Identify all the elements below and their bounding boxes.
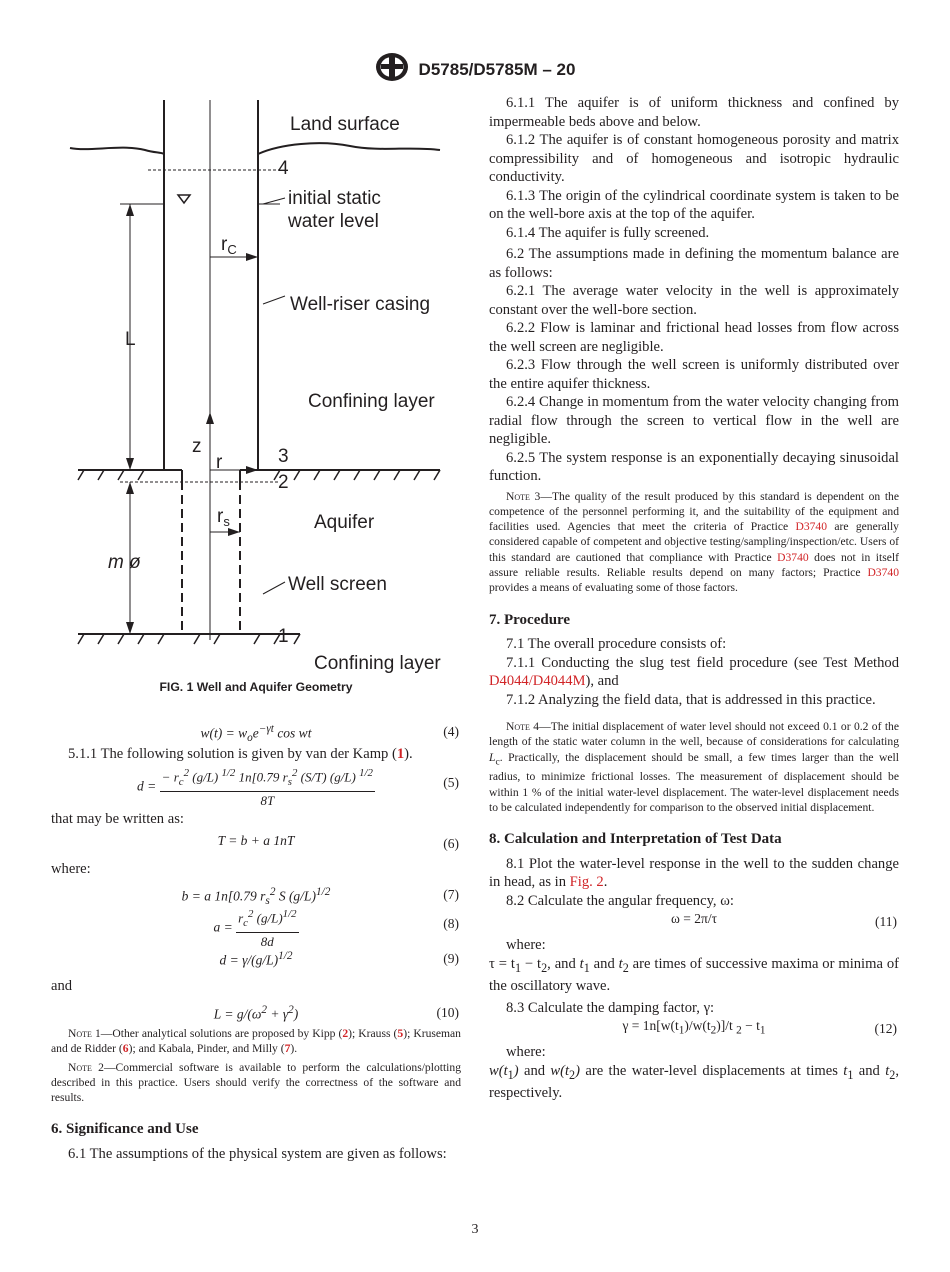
label-static-2: water level [288,211,379,232]
label-confining-bottom: Confining layer [314,653,441,674]
label-m: m ø [108,552,141,573]
paragraph-w-definition: $w(t_1)$ and $w(t_2)$ are the water-level displacements at times $t_1$ and $t_2$, respectively. [489,1062,899,1101]
paragraph-where-1: where: [51,861,91,877]
right-column [489,94,899,1102]
paragraph-6-1: 6.1 The assumptions of the physical system are given as follows: [68,1145,447,1162]
label-point-4: 4 [278,158,289,179]
paragraph-5-1-1: 5.1.1 The following solution is given by van der Kamp (1). [68,746,413,762]
note-3: Note 3—The quality of the result produced by this standard is dependent on the competence of the personnel performing it, and the suitability of the equipment and facilities used. Agencies that meet the criteria of Practice D3740 are generally considered capable of competent and objective testing/sampling/inspection/etc. Users of this standard are cautioned that compliance with Practice D3740 does not in itself assure reliable results. Reliable results depend on many factors; Practice D3740 provides a means of evaluating some of those factors. [489,489,899,595]
equation-12: $\gamma = 1n[w(t_1)/w(t_2)]/t$ $_2 - t_1$ (12) [622,1018,897,1037]
paragraph-6-2-4: 6.2.4 Change in momentum from the water velocity changing from radial flow through the screen to vertical flow in the well are negligible. [489,394,899,447]
left-column [51,720,461,1163]
note-4: Note 4—The initial displacement of water level should not exceed 0.1 or 0.2 of the length of the static water column in the well, because of considerations for calculating $L_c$. Practically, the displacement should be small, a few times larger than the well radius, to minimize frictional losses. The measurement of displacement should be within 1 % of the initial water-level displacement. The water-level displacement needs to be calculated independently for comparison to the observed initial displacement. [489,720,899,814]
equation-8: a = $\frac{r_c^2 (g/L)^{1/2}}{8d}$ (8) [51,905,461,947]
label-static-1: initial static [288,188,381,209]
standard-designation: D5785/D5785M – 20 [418,59,576,79]
water-level-triangle-icon [178,195,190,203]
astm-logo-icon [375,52,409,87]
paragraph-8-3: 8.3 Calculate the damping factor, γ: [506,999,715,1016]
paragraph-7-1-1: 7.1.1 Conducting the slug test field procedure (see Test Method D4044/D4044M), and [489,654,899,690]
land-surface-line [70,148,164,154]
label-point-2: 2 [278,472,289,493]
label-point-1: 1 [278,626,289,647]
paragraph-and: and [51,977,73,994]
ref-7-link[interactable]: 7 [284,1042,291,1056]
paragraph-where-3: where: [506,1044,546,1061]
ref-6-link[interactable]: 6 [122,1042,129,1056]
equation-9: $d = \gamma/(g/L)^{1/2}$ (9) [219,949,459,967]
paragraph-6-2: 6.2 The assumptions made in defining the momentum balance are as follows: [489,246,899,281]
label-L: L [125,329,136,350]
label-land-surface: Land surface [290,114,400,135]
equation-6: T = b + a 1nT (6) [217,833,459,851]
equation-7: b = a 1n[0.79 $r_s^2$ S $(g/L)^{1/2}$ (7) [181,885,459,907]
paragraph-6-2-1: 6.2.1 The average water velocity in the well is approximately constant over the well-bore section. [489,283,899,318]
ref-d4044-link[interactable]: D4044/D4044M [489,673,586,690]
label-point-3: 3 [278,446,289,467]
ref-d3740-link-2[interactable]: D3740 [777,550,809,564]
paragraph-written-as: that may be written as: [51,810,184,827]
label-screen: Well screen [288,574,387,595]
paragraph-6-1-1: 6.1.1 The aquifer is of uniform thickness and confined by impermeable beds above and below. [489,95,899,130]
page-number: 3 [471,1222,479,1237]
paragraph-6-1-2: 6.1.2 The aquifer is of constant homogeneous porosity and matrix compressibility and of homogeneous and isotropic hydraulic conductivity. [489,132,899,185]
label-z: z [192,436,202,457]
label-r: r [216,452,223,473]
ref-d3740-link-3[interactable]: D3740 [867,565,899,579]
label-casing: Well-riser casing [290,294,431,315]
equation-5: d = $\frac{- r_c^2 (g/L) ^{1/2} 1n[0.79 r_s^2 (S/T) (g/L) ^{1/2}}{8T}$ (5) [51,764,461,806]
paragraph-6-2-2: 6.2.2 Flow is laminar and frictional head losses from flow across the well screen are negligible. [489,320,899,355]
section-8-heading: 8. Calculation and Interpretation of Test Data [489,831,782,848]
figure-well-geometry [60,92,460,677]
ref-fig2-link[interactable]: Fig. 2 [569,874,604,891]
paragraph-8-1: 8.1 Plot the water-level response in the well to the sudden change in head, as in Fig. 2. [489,855,899,891]
section-7-heading: 7. Procedure [489,611,571,628]
note-2: Note 2—Commercial software is available to perform the calculations/plotting described in this practice. Users should verify the correctness of the software and results. [51,1060,461,1105]
equation-4: $w(t) = w_oe^{-\gamma t}$ cos wt (4) [200,723,459,745]
paragraph-7-1-2: 7.1.2 Analyzing the field data, that is addressed in this practice. [506,691,876,708]
paragraph-7-1: 7.1 The overall procedure consists of: [506,636,727,653]
label-rs: $r_s$ [217,506,230,529]
paragraph-8-2: 8.2 Calculate the angular frequency, ω: [506,892,734,909]
paragraph-tau-definition: $\tau = t_1 - t_2$, and $t_1$ and $t_2$ are times of successive maxima or minima of the oscillatory wave. [489,955,899,995]
figure-caption: FIG. 1 Well and Aquifer Geometry [159,680,353,694]
label-aquifer: Aquifer [314,512,375,533]
equation-10: $L = g/(\omega^2 + \gamma^2)$ (10) [213,1004,459,1022]
ref-d3740-link-1[interactable]: D3740 [795,520,828,534]
ref-1-link[interactable]: 1 [396,746,405,762]
paragraph-where-2: where: [506,937,546,954]
paragraph-6-1-3: 6.1.3 The origin of the cylindrical coordinate system is taken to be on the well-bore axis at the top of the aquifer. [489,187,899,222]
label-rc: $r_C$ [221,234,237,257]
ref-5-link[interactable]: 5 [397,1027,404,1040]
note-1: Note 1—Other analytical solutions are proposed by Kipp (2); Krauss (5); Kruseman and de Ridder (6); and Kabala, Pinder, and Milly (7). [51,1027,461,1056]
paragraph-6-1-4: 6.1.4 The aquifer is fully screened. [506,224,710,241]
equation-11: ω = 2π/τ (11) [671,911,897,930]
paragraph-6-2-3: 6.2.3 Flow through the well screen is uniformly distributed over the entire aquifer thickness. [489,357,899,392]
ref-2-link[interactable]: 2 [342,1027,349,1040]
section-6-heading: 6. Significance and Use [51,1121,199,1138]
label-confining-top: Confining layer [308,391,435,412]
page-header [0,52,950,87]
paragraph-6-2-5: 6.2.5 The system response is an exponentially decaying sinusoidal function. [489,449,899,484]
